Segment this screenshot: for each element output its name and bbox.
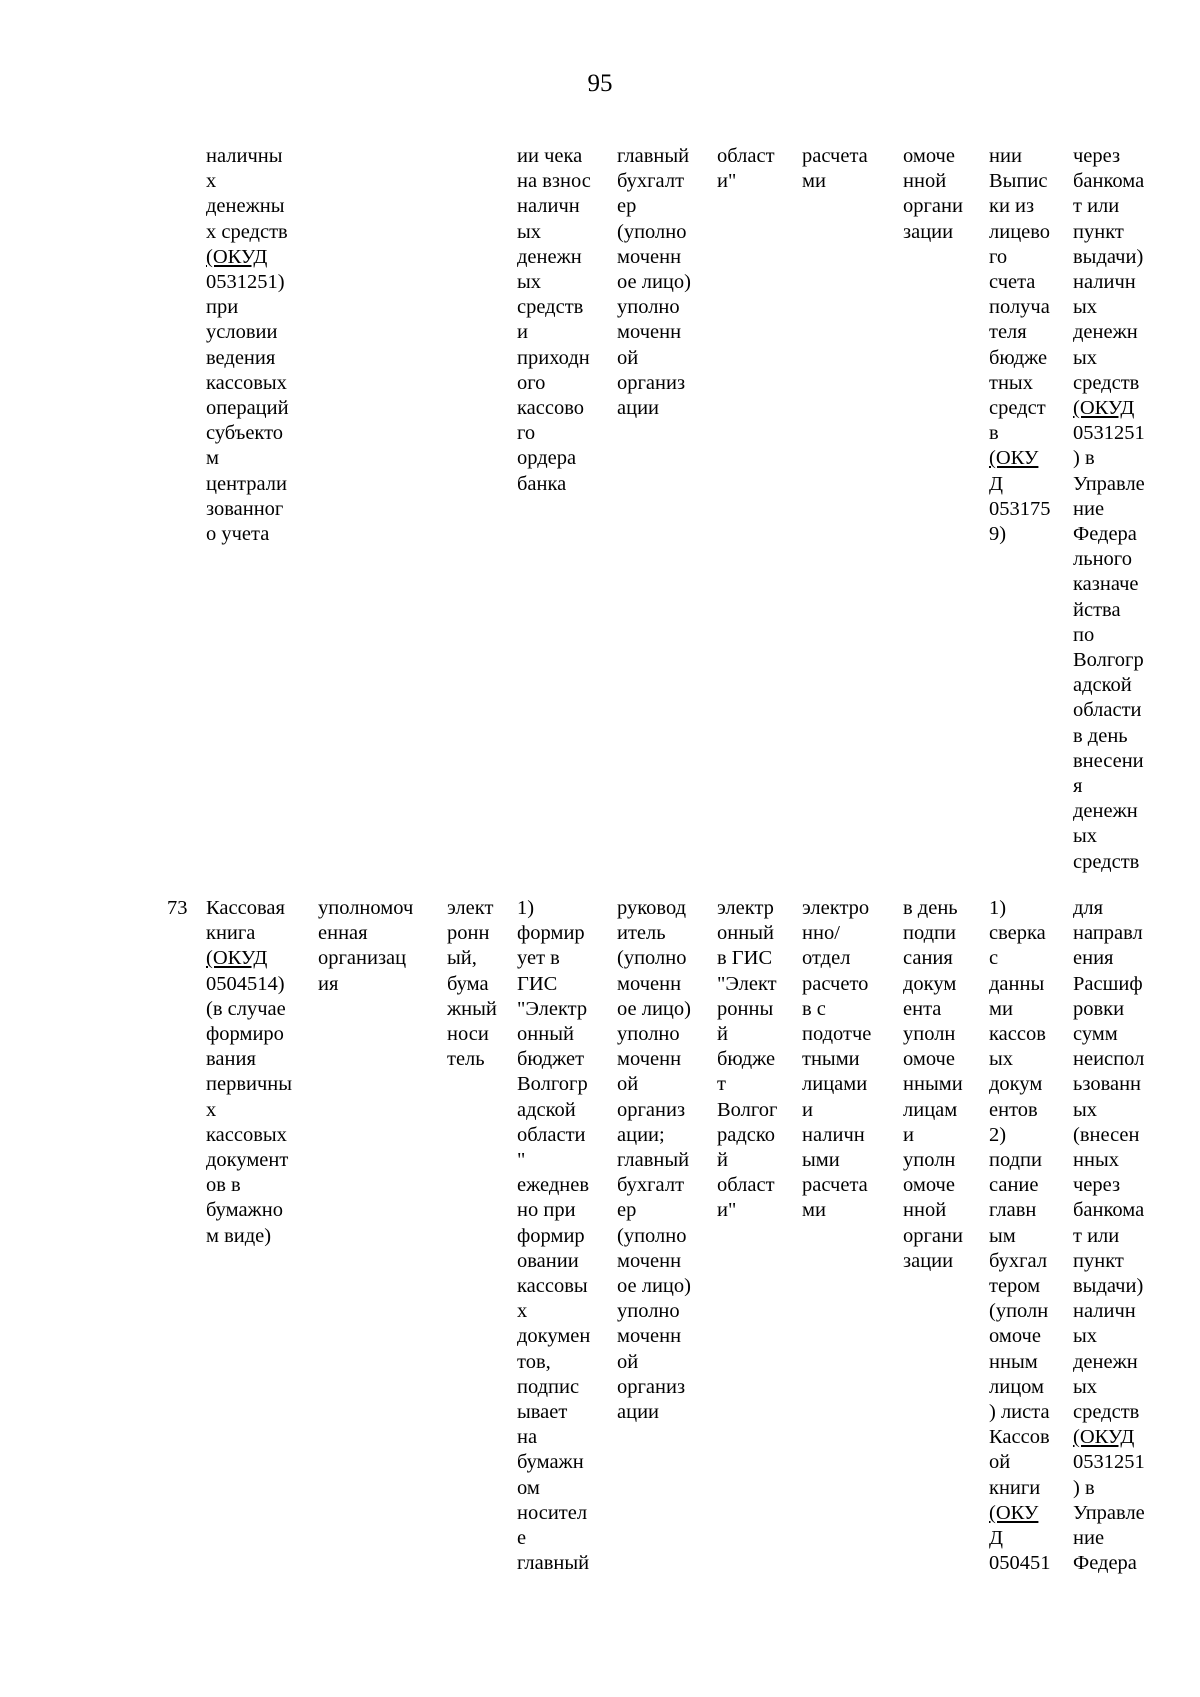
cell-line: главный	[617, 1149, 690, 1172]
cell-line: ует в	[517, 947, 560, 970]
cell-line: моченн	[617, 1325, 682, 1348]
cell-line: х	[517, 1300, 528, 1323]
cell-line: ) листа	[989, 1401, 1050, 1424]
cell-line: ки из	[989, 195, 1035, 218]
cell-line: 1)	[989, 897, 1007, 919]
cell-line: ентов	[989, 1098, 1038, 1121]
cell-line: казначе	[1073, 573, 1139, 596]
cell-line: ми	[802, 1199, 826, 1222]
cell-line: ежеднев	[517, 1174, 590, 1197]
cell-line: енная	[318, 922, 368, 945]
cell-line: ывает	[517, 1401, 568, 1424]
cell-line: моченн	[617, 245, 682, 268]
cell-line: подпи	[903, 922, 957, 945]
cell-line: ое лицо)	[617, 271, 691, 294]
cell-line: сумм	[1073, 1023, 1118, 1046]
cell-line: кассовых	[206, 1123, 287, 1146]
cell-line: ых	[1073, 296, 1098, 319]
cell-line: кассово	[517, 397, 584, 420]
cell-line: сание	[989, 1174, 1039, 1197]
cell-line: в день	[903, 897, 958, 919]
cell-line: уполно	[617, 1300, 680, 1323]
cell-line: го	[517, 422, 536, 445]
cell-line: нным	[989, 1350, 1038, 1373]
cell-line: Расшиф	[1073, 972, 1143, 995]
cell-line: Федера	[1073, 1552, 1137, 1575]
cell-line: ) в	[1073, 447, 1095, 470]
cell-line: 0531251)	[206, 271, 285, 294]
cell-line: уполно	[617, 296, 680, 319]
cell-line: ми	[989, 997, 1013, 1020]
cell-line: 0531251	[1073, 422, 1145, 445]
cell-line: ер	[617, 1199, 637, 1222]
cell-line: с	[989, 947, 999, 970]
table-cell	[717, 896, 777, 1224]
cell-line: электро	[802, 897, 870, 919]
cell-line: денежн	[1073, 1350, 1138, 1373]
cell-line: неиспол	[1073, 1048, 1145, 1071]
cell-line: организ	[617, 1375, 686, 1398]
cell-line: ой	[989, 1451, 1011, 1474]
cell-line: т или	[1073, 1224, 1120, 1247]
cell-line: ние	[1073, 1527, 1105, 1550]
cell-line: носител	[517, 1501, 588, 1524]
cell-line: ов в	[206, 1174, 241, 1197]
table-cell	[517, 896, 590, 1576]
cell-line: зации	[903, 220, 954, 243]
cell-line: первичны	[206, 1073, 293, 1096]
table-cell	[206, 896, 292, 1249]
cell-line: ьзованн	[1073, 1073, 1142, 1096]
cell-line: (уполно	[617, 220, 687, 243]
cell-line: средств	[1073, 371, 1140, 394]
cell-line: счета	[989, 271, 1036, 294]
cell-line: ии чека	[517, 145, 583, 167]
cell-line: ых	[1073, 346, 1098, 369]
cell-line: х	[206, 170, 217, 193]
cell-line: формиро	[206, 1023, 284, 1046]
cell-line: ых	[1073, 1098, 1098, 1121]
cell-line: Управле	[1073, 472, 1145, 495]
cell-line: книги	[989, 1476, 1041, 1499]
cell-line: при	[206, 296, 239, 319]
cell-line: бухгалт	[617, 170, 685, 193]
cell-line: "Электр	[517, 997, 588, 1020]
cell-line: нно/	[802, 922, 840, 945]
table-cell	[989, 896, 1051, 1576]
cell-line: ой	[617, 1350, 639, 1373]
cell-line: ых	[989, 1048, 1014, 1071]
cell-line: моченн	[617, 972, 682, 995]
cell-line: 1)	[517, 897, 535, 919]
cell-line: ведения	[206, 346, 276, 369]
cell-line: е	[517, 1527, 527, 1550]
cell-line: (внесен	[1073, 1123, 1140, 1146]
cell-line: Федера	[1073, 523, 1137, 546]
cell-line: Волгогр	[1073, 649, 1144, 672]
cell-line: уполн	[903, 1149, 956, 1172]
cell-line: бюджет	[517, 1048, 585, 1071]
cell-line: данны	[989, 972, 1045, 995]
cell-line: в день	[1073, 724, 1128, 747]
cell-line: области	[517, 1123, 586, 1146]
cell-line: получа	[989, 296, 1050, 319]
cell-line: наличн	[802, 1123, 865, 1146]
cell-line: 0531251	[1073, 1451, 1145, 1474]
cell-line: и	[802, 1098, 813, 1121]
cell-line: моченн	[617, 321, 682, 344]
cell-line: ронн	[447, 922, 490, 945]
cell-line: ое лицо)	[617, 1275, 691, 1298]
cell-line: ации	[617, 1401, 660, 1424]
cell-line: организ	[617, 371, 686, 394]
cell-line: тных	[989, 371, 1033, 394]
cell-line: ых	[517, 220, 542, 243]
cell-line: х средств	[206, 220, 288, 243]
cell-line: органи	[903, 195, 963, 218]
cell-line: го	[989, 245, 1008, 268]
cell-line: сания	[903, 947, 953, 970]
cell-line: и	[903, 1123, 914, 1146]
cell-line: (ОКУД	[206, 947, 268, 970]
cell-line: расчета	[802, 145, 868, 167]
cell-line: област	[717, 1174, 775, 1197]
cell-line: овании	[517, 1249, 579, 1272]
cell-line: Кассов	[989, 1426, 1050, 1449]
cell-line: ый,	[447, 947, 477, 970]
cell-line: направл	[1073, 922, 1143, 945]
cell-line: онный	[717, 922, 774, 945]
cell-line: в	[989, 422, 999, 445]
cell-line: кассовы	[517, 1275, 588, 1298]
cell-line: о учета	[206, 523, 270, 546]
cell-line: уполномоч	[318, 897, 414, 919]
cell-line: жный	[447, 997, 497, 1020]
table-cell	[617, 144, 691, 421]
cell-line: отдел	[802, 947, 851, 970]
cell-line: главный	[517, 1552, 590, 1575]
cell-line: Кассовая	[206, 897, 285, 919]
cell-line: средств	[1073, 850, 1140, 873]
cell-line: ента	[903, 997, 942, 1020]
cell-line: 2)	[989, 1123, 1007, 1146]
cell-line: для	[1073, 897, 1104, 919]
cell-line: ия	[318, 972, 339, 995]
cell-line: т	[717, 1073, 726, 1096]
cell-line: банкома	[1073, 1199, 1145, 1222]
cell-line: "	[517, 1149, 526, 1172]
cell-line: ГИС	[517, 972, 558, 995]
cell-line: омоче	[903, 145, 955, 167]
cell-line: т или	[1073, 195, 1120, 218]
cell-line: адской	[1073, 674, 1132, 697]
cell-line: лицом	[989, 1375, 1045, 1398]
cell-line: 0504514)	[206, 972, 285, 995]
cell-line: денежны	[206, 195, 285, 218]
cell-line: формир	[517, 922, 585, 945]
cell-line: адской	[517, 1098, 576, 1121]
cell-line: и"	[717, 170, 737, 193]
cell-line: документ	[206, 1149, 289, 1172]
cell-line: денежн	[1073, 800, 1138, 823]
cell-line: ронны	[717, 997, 774, 1020]
cell-line: омоче	[903, 1174, 955, 1197]
cell-line: нии	[989, 145, 1022, 167]
cell-line: выдачи)	[1073, 245, 1144, 268]
page-number: 95	[587, 70, 613, 97]
cell-line: по	[1073, 623, 1095, 646]
cell-line: зованног	[206, 497, 284, 520]
cell-line: м	[206, 447, 219, 470]
table-cell	[447, 896, 497, 1072]
cell-line: органи	[903, 1224, 963, 1247]
cell-line: ордера	[517, 447, 577, 470]
cell-line: пункт	[1073, 220, 1124, 243]
cell-line: бюдже	[989, 346, 1048, 369]
table-cell	[617, 896, 691, 1425]
cell-line: подпис	[517, 1375, 580, 1398]
cell-line: ровки	[1073, 997, 1125, 1020]
cell-line: главн	[989, 1199, 1037, 1222]
cell-line: на	[517, 1426, 538, 1449]
cell-line: денежн	[517, 245, 582, 268]
cell-line: ер	[617, 195, 637, 218]
cell-line: (уполно	[617, 947, 687, 970]
cell-line: средст	[989, 397, 1046, 420]
table-cell	[989, 144, 1051, 547]
cell-line: бухгалт	[617, 1174, 685, 1197]
cell-line: я	[1073, 775, 1083, 798]
cell-line: ми	[802, 170, 826, 193]
table-cell	[903, 896, 963, 1274]
cell-line: Д	[989, 1527, 1003, 1550]
table-cell	[717, 144, 775, 194]
table-cell	[206, 144, 289, 547]
cell-line: 050451	[989, 1552, 1051, 1575]
cell-line: уполно	[617, 1023, 680, 1046]
cell-line: 053175	[989, 497, 1051, 520]
table-cell	[903, 144, 963, 245]
cell-line: докумен	[517, 1325, 591, 1348]
cell-line: тными	[802, 1048, 860, 1071]
cell-line: ых	[517, 271, 542, 294]
cell-line: ние	[1073, 497, 1105, 520]
cell-line: кассовых	[206, 371, 287, 394]
cell-line: (в случае	[206, 997, 286, 1020]
cell-line: йства	[1073, 598, 1121, 621]
cell-line: организац	[318, 947, 407, 970]
cell-line: ых	[1073, 825, 1098, 848]
cell-line: носи	[447, 1023, 489, 1046]
cell-line: ации;	[617, 1123, 665, 1146]
cell-line: Волгог	[717, 1098, 778, 1121]
cell-line: зации	[903, 1249, 954, 1272]
cell-line: ых	[1073, 1325, 1098, 1348]
cell-line: Управле	[1073, 1501, 1145, 1524]
cell-line: сверка	[989, 922, 1046, 945]
cell-line: моченн	[617, 1048, 682, 1071]
cell-line: докум	[989, 1073, 1043, 1096]
cell-line: пункт	[1073, 1249, 1124, 1272]
cell-line: наличн	[1073, 1300, 1136, 1323]
cell-line: (уполно	[617, 1224, 687, 1247]
cell-line: подотче	[802, 1023, 872, 1046]
cell-line: ых	[1073, 1375, 1098, 1398]
cell-line: бумажн	[517, 1451, 584, 1474]
cell-line: Д	[989, 472, 1003, 495]
table-cell	[802, 144, 868, 194]
cell-line: ) в	[1073, 1476, 1095, 1499]
cell-line: моченн	[617, 1249, 682, 1272]
cell-line: "Элект	[717, 972, 777, 995]
cell-line: тером	[989, 1275, 1041, 1298]
cell-line: и	[517, 321, 528, 344]
cell-line: м виде)	[206, 1224, 272, 1247]
cell-line: й	[717, 1023, 728, 1046]
cell-line: радско	[717, 1123, 776, 1146]
cell-line: тель	[447, 1048, 485, 1071]
cell-line: теля	[989, 321, 1027, 344]
cell-line: ения	[1073, 947, 1114, 970]
cell-line: через	[1073, 145, 1121, 167]
cell-line: через	[1073, 1174, 1121, 1197]
cell-line: руковод	[617, 897, 687, 919]
cell-line: й	[717, 1149, 728, 1172]
cell-line: кассов	[989, 1023, 1046, 1046]
cell-line: бума	[447, 972, 489, 995]
cell-line: (ОКУД	[1073, 397, 1135, 420]
cell-line: расчето	[802, 972, 869, 995]
cell-line: (уполн	[989, 1300, 1049, 1323]
cell-line: и"	[717, 1199, 737, 1222]
cell-line: расчета	[802, 1174, 868, 1197]
table-cell	[802, 896, 871, 1224]
row-number: 73	[167, 897, 188, 919]
cell-line: подпи	[989, 1149, 1043, 1172]
cell-line: наличны	[206, 145, 283, 167]
cell-line: субъекто	[206, 422, 284, 445]
cell-line: ой	[617, 1073, 639, 1096]
cell-line: выдачи)	[1073, 1275, 1144, 1298]
cell-line: бухгал	[989, 1249, 1048, 1272]
cell-line: но при	[517, 1199, 576, 1222]
cell-line: нных	[1073, 1149, 1119, 1172]
cell-line: бумажно	[206, 1199, 283, 1222]
cell-line: бюдже	[717, 1048, 776, 1071]
cell-line: онный	[517, 1023, 574, 1046]
cell-line: наличн	[517, 195, 580, 218]
cell-line: формир	[517, 1224, 585, 1247]
cell-line: приходн	[517, 346, 590, 369]
cell-line: книга	[206, 922, 256, 945]
cell-line: лицам	[903, 1098, 958, 1121]
cell-line: ации	[617, 397, 660, 420]
cell-line: (ОКУД	[206, 245, 268, 268]
cell-line: условии	[206, 321, 278, 344]
cell-line: организ	[617, 1098, 686, 1121]
cell-line: в с	[802, 997, 826, 1020]
cell-line: банка	[517, 472, 567, 495]
cell-line: омоче	[903, 1048, 955, 1071]
cell-line: ыми	[802, 1149, 840, 1172]
cell-line: област	[717, 145, 775, 167]
cell-line: (ОКУ	[989, 447, 1039, 470]
cell-line: нными	[903, 1073, 963, 1096]
cell-line: лицево	[989, 220, 1051, 243]
table-cell	[1073, 144, 1145, 875]
cell-line: средств	[517, 296, 584, 319]
cell-line: наличн	[1073, 271, 1136, 294]
table-cell	[318, 896, 413, 997]
cell-line: докум	[903, 972, 957, 995]
cell-line: электр	[717, 897, 774, 919]
cell-line: в ГИС	[717, 947, 773, 970]
cell-line: х	[206, 1098, 217, 1121]
cell-line: элект	[447, 897, 494, 919]
cell-line: нной	[903, 170, 947, 193]
cell-line: операций	[206, 397, 289, 420]
cell-line: денежн	[1073, 321, 1138, 344]
table-cell	[517, 144, 591, 497]
cell-line: средств	[1073, 1401, 1140, 1424]
cell-line: вания	[206, 1048, 256, 1071]
cell-line: внесени	[1073, 749, 1144, 772]
cell-line: тов,	[517, 1350, 551, 1373]
cell-line: области	[1073, 699, 1142, 722]
cell-line: (ОКУ	[989, 1501, 1039, 1524]
cell-line: централи	[206, 472, 287, 495]
cell-line: ом	[517, 1476, 540, 1499]
cell-line: уполн	[903, 1023, 956, 1046]
cell-line: 9)	[989, 523, 1007, 546]
cell-line: итель	[617, 922, 666, 945]
cell-line: Волгогр	[517, 1073, 588, 1096]
cell-line: ой	[617, 346, 639, 369]
cell-line: нной	[903, 1199, 947, 1222]
cell-line: ого	[517, 371, 546, 394]
cell-line: Выпис	[989, 170, 1048, 193]
cell-line: омоче	[989, 1325, 1041, 1348]
cell-line: на взнос	[517, 170, 591, 193]
cell-line: ое лицо)	[617, 997, 691, 1020]
table-cell	[1073, 896, 1145, 1576]
cell-line: лицами	[802, 1073, 868, 1096]
cell-line: главный	[617, 145, 690, 167]
cell-line: льного	[1073, 548, 1132, 571]
cell-line: ым	[989, 1224, 1016, 1247]
cell-line: банкома	[1073, 170, 1145, 193]
cell-line: (ОКУД	[1073, 1426, 1135, 1449]
